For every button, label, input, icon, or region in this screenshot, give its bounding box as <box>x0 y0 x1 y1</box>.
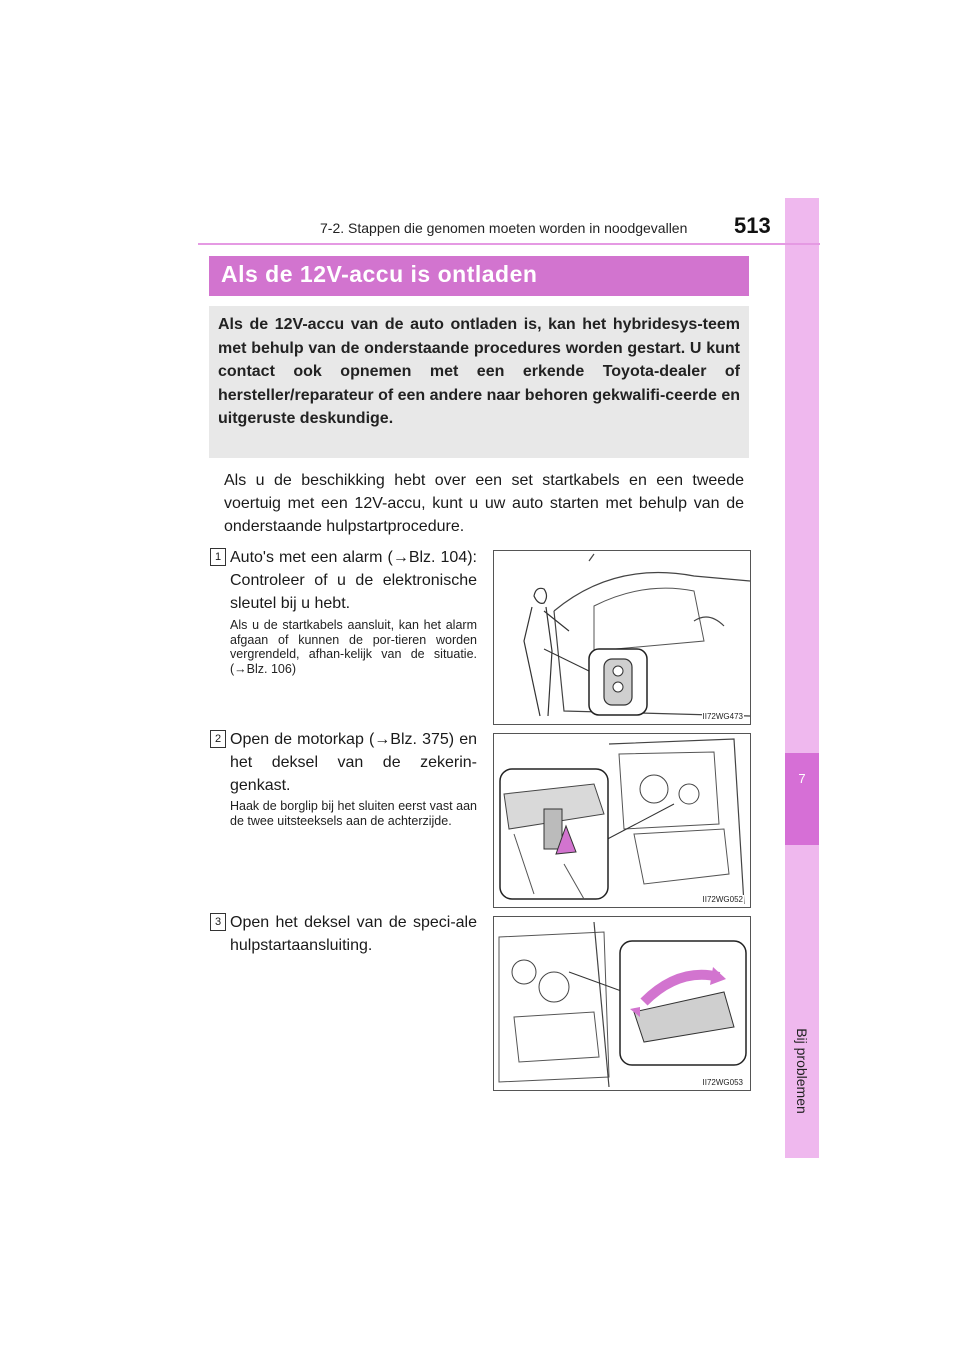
step-2-text: Open de motorkap (→Blz. 375) en het deksel van de zekerin-genkast. <box>230 731 477 794</box>
figure-code-3: II72WG053 <box>702 1078 743 1087</box>
chapter-block <box>785 753 819 845</box>
step-3-text: Open het deksel van de speci-ale hulpstartaansluiting. <box>230 914 477 954</box>
section-title: Als de 12V-accu is ontladen <box>221 261 538 287</box>
car-door-illustration <box>494 551 750 724</box>
figure-key-check <box>493 550 751 725</box>
chapter-title: Bij problemen <box>794 1028 810 1114</box>
summary-box <box>209 306 749 458</box>
step-number-3: 3 <box>210 913 226 931</box>
section-title-bar <box>209 256 749 296</box>
step-number-1: 1 <box>210 548 226 566</box>
step-2-note: Haak de borglip bij het sluiten eerst vast aan de twee uitsteeksels aan de achterzijde. <box>230 799 477 828</box>
step-number-2: 2 <box>210 730 226 748</box>
chapter-side-tab <box>785 198 819 1158</box>
figure-code-1: II72WG473 <box>702 712 743 721</box>
page-number: 513 <box>734 213 771 238</box>
intro-paragraph: Als u de beschikking hebt over een set startkabels en een tweede voertuig met een 12V-accu, kunt u uw auto starten met behulp van de onderstaande hulpstartprocedure. <box>224 472 744 535</box>
header-divider <box>198 243 820 245</box>
step-1-note: Als u de startkabels aansluit, kan het alarm afgaan of kunnen de por-tieren worden vergrendeld, afhan-kelijk van de situatie. (→Blz. 106) <box>230 618 477 676</box>
figure-code-2: II72WG052 <box>702 895 743 904</box>
figure-fuse-box <box>493 733 751 908</box>
engine-bay-illustration <box>494 734 750 907</box>
figure-jump-start-terminal <box>493 916 751 1091</box>
step-1-text: Auto's met een alarm (→Blz. 104): Controleer of u de elektronische sleutel bij u hebt. <box>230 549 477 612</box>
jump-terminal-illustration <box>494 917 750 1090</box>
section-header: 7-2. Stappen die genomen moeten worden in noodgevallen <box>320 220 688 236</box>
chapter-number: 7 <box>798 771 806 786</box>
summary-text: Als de 12V-accu van de auto ontladen is, kan het hybridesys-teem met behulp van de onderstaande procedures worden gestart. U kunt contact ook opnemen met een erkende Toyota-dealer of hersteller/reparateur of een andere naar behoren gekwalifi-ceerde en uitgeruste deskundige. <box>218 316 740 427</box>
